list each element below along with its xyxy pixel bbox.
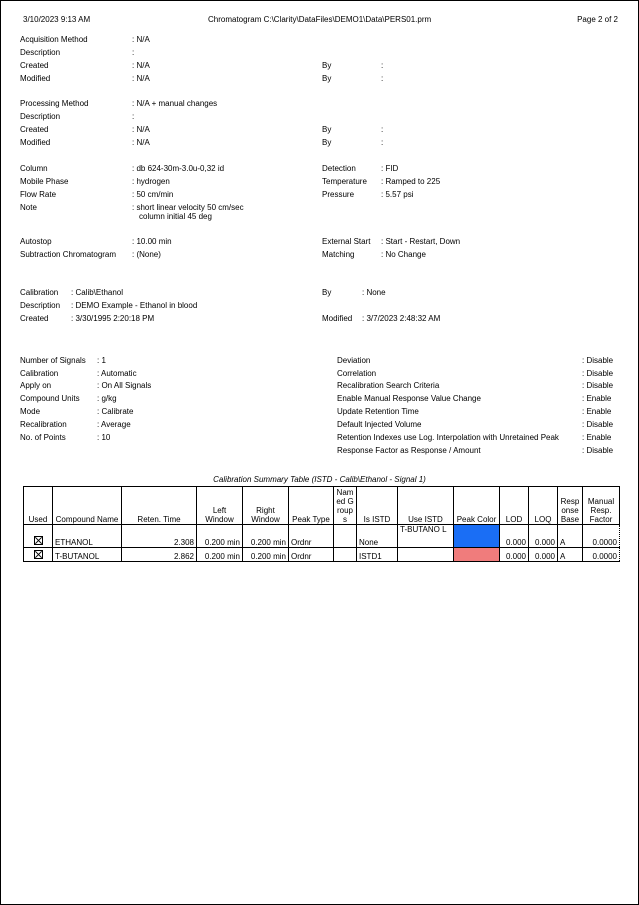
cal-created-value: : 3/30/1995 2:20:18 PM bbox=[71, 314, 155, 323]
acq-created-value: : N/A bbox=[132, 61, 150, 70]
proc-method-value: : N/A + manual changes bbox=[132, 99, 218, 108]
mobile-phase-label: Mobile Phase bbox=[20, 177, 69, 186]
column-label: Column bbox=[20, 164, 48, 173]
col-header-is-istd: Is ISTD bbox=[357, 487, 398, 525]
external-start-value: : Start - Restart, Down bbox=[381, 237, 461, 246]
table-row bbox=[24, 525, 620, 548]
loq: 0.000 bbox=[529, 525, 558, 548]
note-value-line2: column initial 45 deg bbox=[139, 212, 212, 221]
print-datetime: 3/10/2023 9:13 AM bbox=[23, 15, 91, 24]
flow-rate-value: : 50 cm/min bbox=[132, 190, 174, 199]
used-checkbox[interactable] bbox=[24, 525, 53, 548]
autostop-value: : 10.00 min bbox=[132, 237, 172, 246]
temperature-value: : Ramped to 225 bbox=[381, 177, 441, 186]
col-header-manual-factor: Manual Resp. Factor bbox=[583, 487, 620, 525]
detection-label: Detection bbox=[322, 164, 356, 173]
manual-response-value: : Enable bbox=[582, 394, 612, 403]
acq-by2-value: : bbox=[381, 74, 384, 83]
response-factor-label: Response Factor as Response / Amount bbox=[337, 446, 481, 455]
reten-time: 2.308 bbox=[122, 525, 197, 548]
cal-modified-label: Modified bbox=[322, 314, 353, 323]
table-row bbox=[24, 548, 620, 562]
acq-by1-value: : bbox=[381, 61, 384, 70]
calibration-value: : Calib\Ethanol bbox=[71, 288, 124, 297]
proc-created-label: Created bbox=[20, 125, 49, 134]
col-header-use-istd: Use ISTD bbox=[398, 487, 454, 525]
signals-calibration-value: : Automatic bbox=[97, 369, 137, 378]
proc-method-label: Processing Method bbox=[20, 99, 89, 108]
external-start-label: External Start bbox=[322, 237, 371, 246]
table-caption: Calibration Summary Table (ISTD - Calib\Ethanol - Signal 1) bbox=[213, 475, 426, 484]
deviation-label: Deviation bbox=[337, 356, 371, 365]
pressure-value: : 5.57 psi bbox=[381, 190, 414, 199]
checked-box-icon bbox=[34, 550, 43, 559]
right-window: 0.200 min bbox=[243, 548, 289, 562]
autostop-label: Autostop bbox=[20, 237, 52, 246]
checked-box-icon bbox=[34, 536, 43, 545]
calibration-summary-table bbox=[23, 486, 620, 562]
acq-desc-label: Description bbox=[20, 48, 61, 57]
manual-response-label: Enable Manual Response Value Change bbox=[337, 394, 481, 403]
cal-created-label: Created bbox=[20, 314, 49, 323]
signals-units-value: : g/kg bbox=[97, 394, 117, 403]
left-window: 0.200 min bbox=[197, 548, 243, 562]
cal-desc-value: : DEMO Example - Ethanol in blood bbox=[71, 301, 198, 310]
signals-recal-value: : Average bbox=[97, 420, 131, 429]
response-factor-value: : Disable bbox=[582, 446, 614, 455]
col-header-reten: Reten. Time bbox=[122, 487, 197, 525]
signals-points-label: No. of Points bbox=[20, 433, 66, 442]
acq-modified-label: Modified bbox=[20, 74, 51, 83]
deviation-value: : Disable bbox=[582, 356, 614, 365]
signals-apply-label: Apply on bbox=[20, 381, 52, 390]
use-istd bbox=[398, 548, 454, 562]
acq-by1-label: By bbox=[322, 61, 332, 70]
detection-value: : FID bbox=[381, 164, 399, 173]
peak-color-swatch bbox=[454, 548, 499, 561]
acq-by2-label: By bbox=[322, 74, 332, 83]
col-header-named-groups: Named Groups bbox=[334, 487, 357, 525]
signals-calibration-label: Calibration bbox=[20, 369, 59, 378]
calibration-label: Calibration bbox=[20, 288, 59, 297]
default-volume-label: Default Injected Volume bbox=[337, 420, 422, 429]
peak-color bbox=[454, 548, 500, 562]
is-istd: None bbox=[357, 525, 398, 548]
loq: 0.000 bbox=[529, 548, 558, 562]
col-header-lod: LOD bbox=[500, 487, 529, 525]
col-header-peak-type: Peak Type bbox=[289, 487, 334, 525]
acq-desc-value: : bbox=[132, 48, 135, 57]
col-header-response-base: Response Base bbox=[558, 487, 583, 525]
used-checkbox[interactable] bbox=[24, 548, 53, 562]
proc-by1-value: : bbox=[381, 125, 384, 134]
col-header-compound: Compound Name bbox=[53, 487, 122, 525]
col-header-right-window: Right Window bbox=[243, 487, 289, 525]
cal-desc-label: Description bbox=[20, 301, 61, 310]
manual-factor: 0.0000 bbox=[583, 548, 620, 562]
manual-factor: 0.0000 bbox=[583, 525, 620, 548]
col-header-loq: LOQ bbox=[529, 487, 558, 525]
subtraction-label: Subtraction Chromatogram bbox=[20, 250, 117, 259]
note-value-line1: : short linear velocity 50 cm/sec bbox=[132, 203, 244, 212]
is-istd: ISTD1 bbox=[357, 548, 398, 562]
lod: 0.000 bbox=[500, 548, 529, 562]
correlation-label: Correlation bbox=[337, 369, 377, 378]
matching-label: Matching bbox=[322, 250, 355, 259]
signals-count-label: Number of Signals bbox=[20, 356, 86, 365]
update-rt-label: Update Retention Time bbox=[337, 407, 419, 416]
proc-by1-label: By bbox=[322, 125, 332, 134]
proc-by2-value: : bbox=[381, 138, 384, 147]
peak-color bbox=[454, 525, 500, 548]
mobile-phase-value: : hydrogen bbox=[132, 177, 170, 186]
signals-recal-label: Recalibration bbox=[20, 420, 67, 429]
response-base: A bbox=[558, 548, 583, 562]
cal-by-value: : None bbox=[362, 288, 386, 297]
col-header-used: Used bbox=[24, 487, 53, 525]
page-number: Page 2 of 2 bbox=[577, 15, 618, 24]
compound-name: ETHANOL bbox=[53, 525, 122, 548]
signals-apply-value: : On All Signals bbox=[97, 381, 152, 390]
col-header-left-window: Left Window bbox=[197, 487, 243, 525]
update-rt-value: : Enable bbox=[582, 407, 612, 416]
peak-type: Ordnr bbox=[289, 525, 334, 548]
signals-mode-label: Mode bbox=[20, 407, 41, 416]
right-window: 0.200 min bbox=[243, 525, 289, 548]
retention-index-value: : Enable bbox=[582, 433, 612, 442]
default-volume-value: : Disable bbox=[582, 420, 614, 429]
named-groups bbox=[334, 548, 357, 562]
peak-color-swatch bbox=[454, 525, 499, 547]
peak-type: Ordnr bbox=[289, 548, 334, 562]
matching-value: : No Change bbox=[381, 250, 426, 259]
pressure-label: Pressure bbox=[322, 190, 355, 199]
temperature-label: Temperature bbox=[322, 177, 367, 186]
signals-mode-value: : Calibrate bbox=[97, 407, 134, 416]
proc-created-value: : N/A bbox=[132, 125, 150, 134]
col-header-peak-color: Peak Color bbox=[454, 487, 500, 525]
left-window: 0.200 min bbox=[197, 525, 243, 548]
correlation-value: : Disable bbox=[582, 369, 614, 378]
acq-method-value: : N/A bbox=[132, 35, 150, 44]
proc-by2-label: By bbox=[322, 138, 332, 147]
report-title: Chromatogram C:\Clarity\DataFiles\DEMO1\Data\PERS01.prm bbox=[208, 15, 432, 24]
lod: 0.000 bbox=[500, 525, 529, 548]
named-groups bbox=[334, 525, 357, 548]
proc-modified-label: Modified bbox=[20, 138, 51, 147]
retention-index-label: Retention Indexes use Log. Interpolation with Unretained Peak bbox=[337, 433, 559, 442]
proc-desc-label: Description bbox=[20, 112, 61, 121]
cal-by-label: By bbox=[322, 288, 332, 297]
recal-search-label: Recalibration Search Criteria bbox=[337, 381, 440, 390]
cal-modified-value: : 3/7/2023 2:48:32 AM bbox=[362, 314, 441, 323]
column-value: : db 624-30m-3.0u-0,32 id bbox=[132, 164, 225, 173]
flow-rate-label: Flow Rate bbox=[20, 190, 57, 199]
acq-modified-value: : N/A bbox=[132, 74, 150, 83]
signals-points-value: : 10 bbox=[97, 433, 111, 442]
subtraction-value: : (None) bbox=[132, 250, 161, 259]
signals-count-value: : 1 bbox=[97, 356, 106, 365]
compound-name: T-BUTANOL bbox=[53, 548, 122, 562]
signals-units-label: Compound Units bbox=[20, 394, 80, 403]
acq-created-label: Created bbox=[20, 61, 49, 70]
proc-modified-value: : N/A bbox=[132, 138, 150, 147]
proc-desc-value: : bbox=[132, 112, 135, 121]
response-base: A bbox=[558, 525, 583, 548]
acq-method-label: Acquisition Method bbox=[20, 35, 88, 44]
recal-search-value: : Disable bbox=[582, 381, 614, 390]
reten-time: 2.862 bbox=[122, 548, 197, 562]
use-istd: T-BUTANO L bbox=[398, 525, 454, 548]
note-label: Note bbox=[20, 203, 37, 212]
